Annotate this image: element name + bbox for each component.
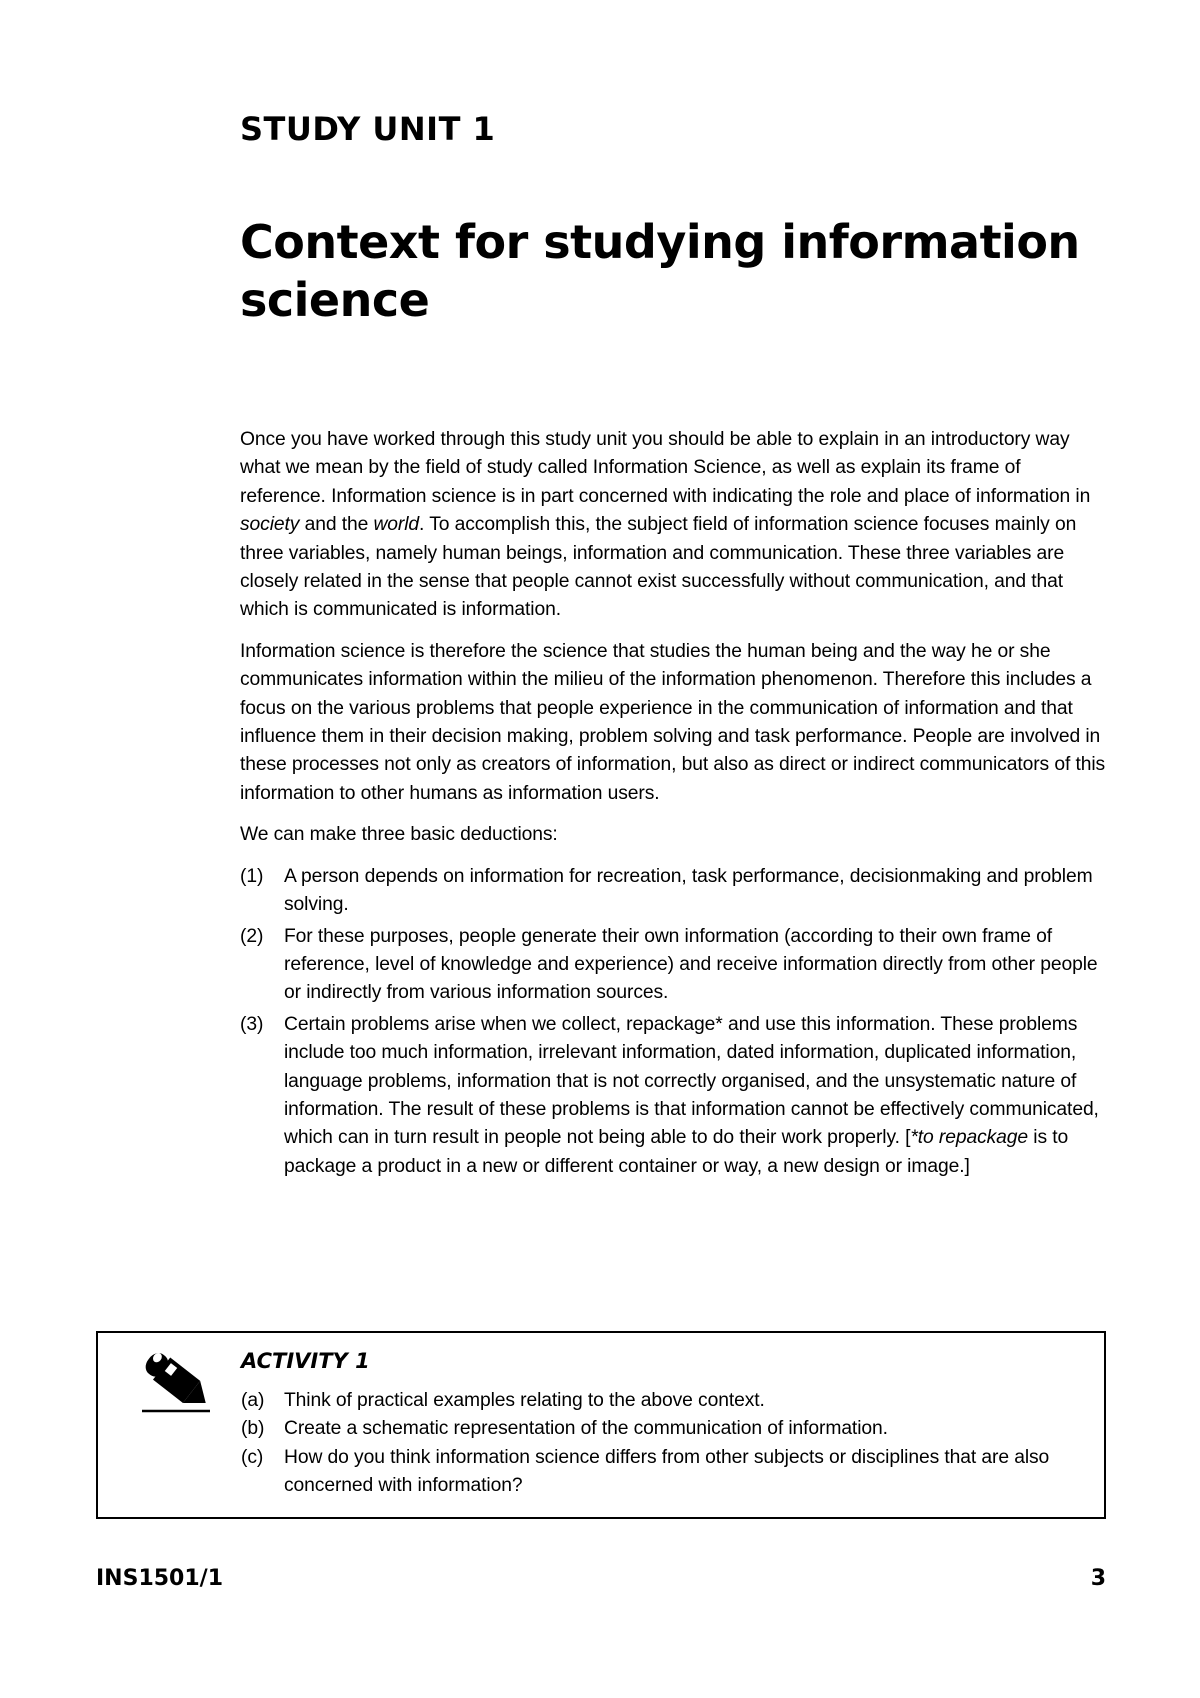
deduction-text: A person depends on information for recreation, task performance, decisionmaking and problem solving. [284, 865, 1093, 916]
activity-item-letter: (b) [241, 1418, 265, 1440]
deduction-item [240, 863, 1110, 920]
deductions-list [240, 863, 1110, 1181]
intro-paragraph-3: We can make three basic deductions: [240, 824, 558, 846]
activity-item [241, 1444, 1091, 1501]
page-title: Context for studying information science [240, 215, 1080, 327]
deduction-item [240, 1011, 1110, 1181]
pencil-icon [136, 1343, 214, 1415]
activity-title: ACTIVITY 1 [241, 1349, 370, 1373]
activity-item-letter: (c) [241, 1446, 264, 1468]
world-emphasis: world [373, 514, 420, 536]
activity-item-text: Create a schematic representation of the communication of information. [284, 1418, 888, 1440]
activity-item-text: How do you think information science differs from other subjects or disciplines that are also concerned with information? [284, 1446, 1050, 1497]
main-content [240, 426, 1110, 1184]
deduction-item [240, 923, 1110, 1008]
deduction-text: For these purposes, people generate their own information (according to their own frame of reference, level of knowledge and experience) and receive information directly from other people or indirectly from various information sources. [284, 925, 1098, 1004]
activity-item-letter: (a) [241, 1390, 265, 1411]
intro-p1-end: . To accomplish this, the subject field of information science focuses mainly on three variables, namely human beings, information and communication. These three variables are closely related in the sense that people cannot exist successfully without communication, and that which is communicated is information. [240, 514, 1077, 621]
deduction-text: Certain problems arise when we collect, repackage* and use this information. These problems include too much information, irrelevant information, dated information, duplicated information, language problems, information that is not correctly organised, and the unsystematic nature of information. The result of these problems is that information cannot be effectively communicated, which can in turn result in people not being able to do their work properly. [ [284, 1013, 1099, 1149]
study-unit-label: STUDY UNIT 1 [240, 110, 496, 148]
activity-box [96, 1331, 1106, 1519]
deduction-number: (1) [240, 865, 264, 887]
activity-item [241, 1415, 1091, 1443]
intro-paragraph-2: Information science is therefore the science that studies the human being and the way he or she communicates information within the milieu of the information phenomenon. Therefore this includes a focus on the various problems that people experience in the communication of information and that influence them in their decision making, problem solving and task performance. People are involved in these processes not only as creators of information, but also as direct or indirect communicators of this information to other humans as information users. [240, 640, 1106, 804]
repackage-note-definition: is to package a product in a new or different container or way, a new design or image.] [284, 1127, 1069, 1177]
activity-item-text: Think of practical examples relating to the above context. [284, 1390, 765, 1411]
page-number: 3 [1090, 1566, 1106, 1591]
intro-p1-start: Once you have worked through this study unit you should be able to explain in an introductory way what we mean by the field of study called Information Science, as well as explain its frame of reference. Information science is in part concerned with indicating the role and place of information in [240, 429, 1091, 507]
deduction-number: (3) [240, 1013, 264, 1035]
repackage-note-term: *to repackage [910, 1127, 1029, 1149]
intro-paragraph-1 [240, 426, 1110, 625]
module-code: INS1501/1 [96, 1566, 224, 1591]
activity-item [241, 1387, 1091, 1415]
activity-list [241, 1387, 1091, 1501]
intro-p1-middle: and the [299, 514, 374, 536]
deduction-number: (2) [240, 925, 264, 947]
society-emphasis: society [240, 514, 300, 536]
